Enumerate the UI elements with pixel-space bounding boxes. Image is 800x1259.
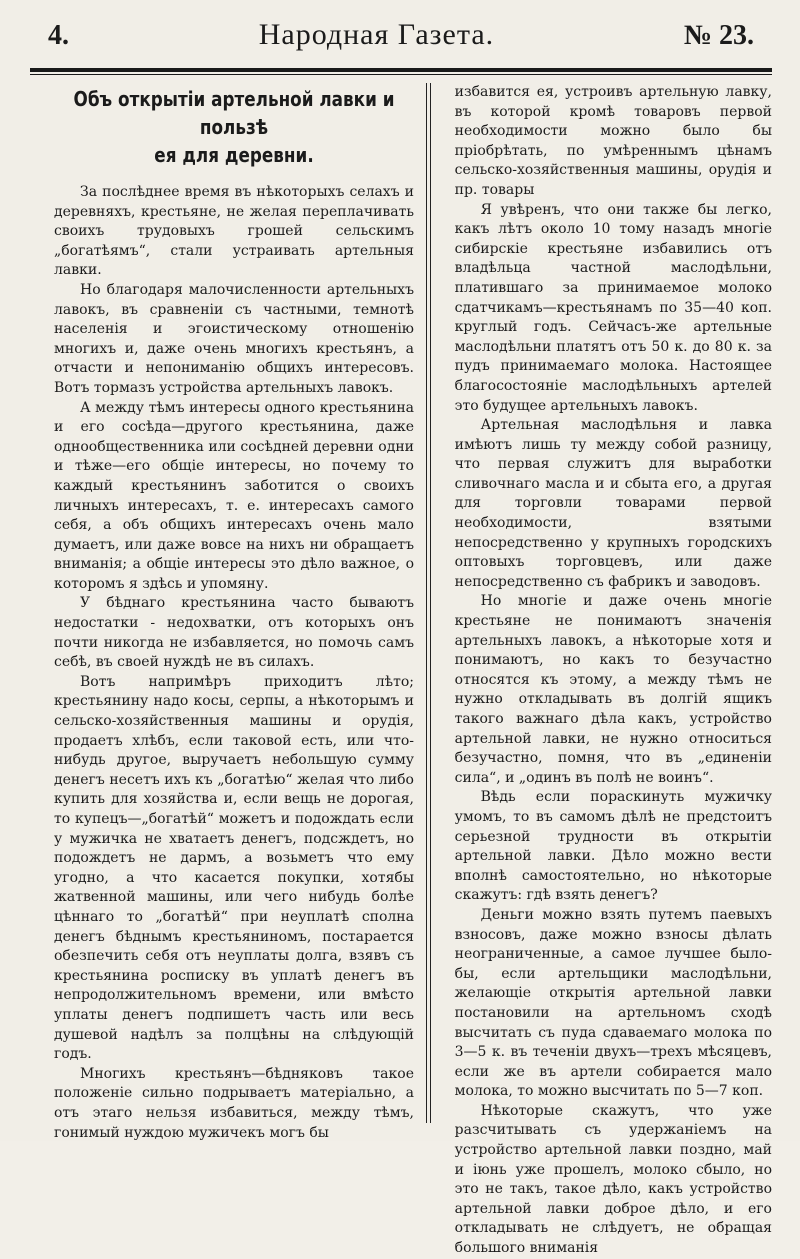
paragraph: Артельная маслодѣльня и лавка имѣютъ лишь ту между собой разницу, что первая служитъ для выработки сливочнаго масла и и сбыта его, а другая для торговли товарами первой необходимости, взятыми непосредственно у крупныхъ городскихъ оптовыхъ торговцевъ, или даже непосредственно съ фабрикъ и заводовъ. xyxy=(454,417,772,590)
issue-number: № 23. xyxy=(683,20,754,51)
paragraph: Но благодаря малочисленности артельныхъ лавокъ, въ сравненiи съ частными, темнотѣ населенiя и эгоистическому отношенiю многихъ и, даже очень многихъ крестьянъ, а отчасти и непониманiю общихъ интересовъ. Вотъ тормазъ устройства артельныхъ лавокъ. xyxy=(54,281,414,396)
right-column xyxy=(437,83,772,1257)
paragraph: Вѣдь если пораскинуть мужичку умомъ, то въ самомъ дѣлѣ не предстоитъ серьезной трудности въ открытiи артельной лавки. Дѣло можно вести вполнѣ самостоятельно, но нѣкоторые скажутъ: гдѣ взять денегъ? xyxy=(454,789,772,904)
paragraph: Нѣкоторые скажутъ, что уже разсчитывать съ удержанiемъ на устройство артельной лавки поздно, май и iюнь уже прошелъ, молоко сбыло, но это не такъ, такое дѣло, какъ устройство артельной лавки доброе дѣло, и его откладывать не слѣдуетъ, не обращая большого вниманiя xyxy=(454,1102,772,1257)
paragraph: У бѣднаго крестьянина часто бываютъ недостатки - недохватки, отъ которыхъ онъ почти никогда не избавляется, но помочь самъ себѣ, въ своей нуждѣ не въ силахъ. xyxy=(54,595,414,671)
paragraph: избавится ея, устроивъ артельную лавку, въ которой кромѣ товаровъ первой необходимости можно было бы прiобрѣтать, по умѣреннымъ цѣнамъ сельско-хозяйственныя машины, орудiя и пр. товары xyxy=(454,84,772,198)
article-headline xyxy=(62,85,406,169)
paragraph: Деньги можно взять путемъ паевыхъ взносовъ, даже можно взносы дѣлать неограниченные, а самое лучшее было-бы, если артельщики маслодѣльни, желающiе открытiя артельной лавки постановили на артельномъ сходѣ высчитать съ пуда сдаваемаго молока по 3—5 к. въ теченiи двухъ—трехъ мѣсяцевъ, если же въ артели собирается мало молока, то можно высчитать по 5—7 коп. xyxy=(454,906,772,1100)
paragraph: Многихъ крестьянъ—бѣдняковъ такое положенiе сильно подрываетъ матерiально, а отъ этаго нельзя избавиться, между тѣмъ, гонимый нуждою мужичекъ могъ бы xyxy=(54,1065,414,1141)
left-column xyxy=(30,83,414,1141)
headline-line-1: Объ открытiи артельной лавки и пользѣ xyxy=(73,87,395,139)
paragraph: За послѣднее время въ нѣкоторыхъ селахъ и деревняхъ, крестьяне, не желая переплачивать своихъ трудовыхъ грошей сельскимъ „богатѣямъ“, стали устраивать артельныя лавки. xyxy=(54,184,414,279)
paragraph: Вотъ напримѣръ приходитъ лѣто; крестьянину надо косы, серпы, а нѣкоторымъ и сельско-хозяйственныя машины и орудiя, продаетъ хлѣбъ, если таковой есть, или что-нибудь другое, выручаетъ небольшую сумму денегъ несетъ ихъ къ „богатѣю“ желая что либо купить для хозяйства и, если вещь не дорогая, то купецъ—„богатѣй“ можетъ и подождать если у мужичка не хватаетъ денегъ, подсждетъ, но подождетъ не дармъ, а возьметъ что ему угодно, а что касается покупки, хотябы жатвенной машины, или чего нибудь болѣе цѣннаго то „богатѣй“ при неуплатѣ сполна денегъ бѣднымъ крестьяниномъ, постарается обезпечить себя отъ неуплаты долга, взявъ съ крестьянина росписку въ уплатѣ денегъ въ непродолжительномъ времени, или вмѣсто уплаты денегъ подпишетъ часть или весь душевой надѣлъ за полцѣны на слѣдующiй годъ. xyxy=(54,673,414,1063)
newspaper-title: Народная Газета. xyxy=(258,18,495,51)
headline-line-2: ея для деревни. xyxy=(154,143,314,167)
paragraph: Я увѣренъ, что они также бы легко, какъ лѣтъ около 10 тому назадъ многiе сибирскiе крестьяне избавились отъ владѣльца частной маслодѣльни, платившаго за принимаемое молоко сдатчикамъ—крестьянамъ по 35—40 коп. круглый годъ. Сейчасъ-же артельные маслодѣльни платятъ отъ 50 к. до 80 к. за пудъ принимаемаго молока. Настоящее благосостоянiе маслодѣльныхъ артелей это будущее артельныхъ лавокъ. xyxy=(454,201,772,414)
masthead-rule-thin xyxy=(30,74,772,75)
paragraph: Но многiе и даже очень многiе крестьяне не понимаютъ значенiя артельныхъ лавокъ, а нѣкоторые хотя и понимаютъ, но какъ то безучастно относятся къ этому, а между тѣмъ не нужно откладывать въ долгiй ящикъ такого важнаго дѣла какъ, устройство артельной лавки, не нужно относиться безучастно, помня, что въ „единенiи сила“, и „одинъ въ полѣ не воинъ“. xyxy=(454,593,772,786)
masthead xyxy=(30,18,772,62)
paragraph: А между тѣмъ интересы одного крестьянина и его сосѣда—другого крестьянина, даже однообщественника или сосѣдней деревни одни и тѣже—его общiе интересы, но почему то каждый крестьянинъ заботится о своихъ личныхъ интересахъ, т. е. интересахъ самого себя, а объ общихъ интересахъ очень мало думаетъ, или даже вовсе на нихъ ни обращаетъ вниманiя; а общiе интересы это дѣло важное, о которомъ я здѣсь и упомяну. xyxy=(54,399,414,592)
article-columns xyxy=(30,83,772,1257)
column-divider xyxy=(426,83,431,1123)
page-number: 4. xyxy=(48,20,69,51)
masthead-rule xyxy=(30,68,772,72)
